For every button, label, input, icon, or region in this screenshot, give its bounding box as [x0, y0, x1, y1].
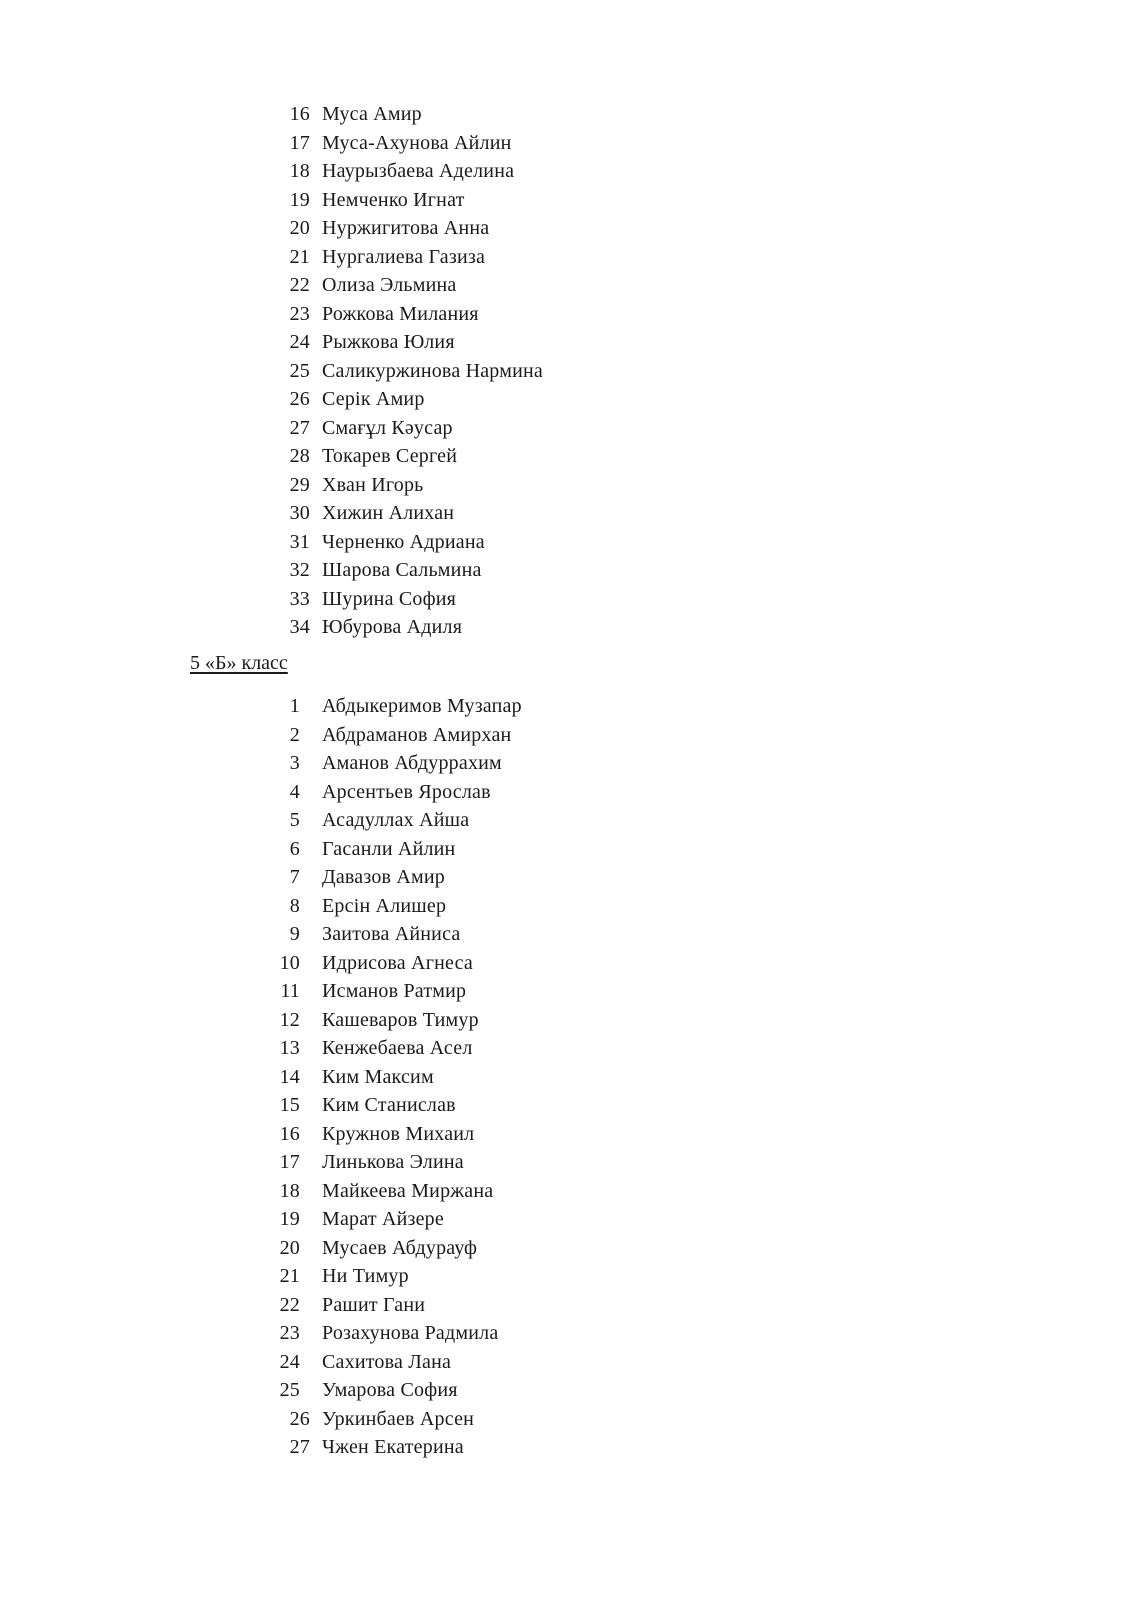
list-item	[270, 809, 522, 838]
list-item	[270, 274, 543, 303]
row-number: 16	[289, 103, 310, 125]
row-number: 23	[289, 302, 310, 325]
row-number: 5	[289, 809, 300, 831]
student-name: Нуржигитова Анна	[322, 217, 490, 239]
student-name: Рашит Гани	[322, 1293, 426, 1316]
list-item	[270, 980, 522, 1009]
list-item	[270, 781, 522, 810]
student-name: Смағұл Кәусар	[322, 416, 453, 439]
row-number: 33	[289, 587, 310, 610]
row-number: 31	[289, 530, 310, 553]
list-item	[270, 1180, 522, 1209]
student-name: Олиза Эльмина	[322, 274, 457, 296]
student-name: Рыжкова Юлия	[322, 331, 455, 353]
row-number: 8	[289, 894, 300, 917]
list-item	[270, 474, 543, 503]
list-item	[270, 895, 522, 924]
row-number: 11	[280, 980, 300, 1002]
list-item	[270, 1094, 522, 1123]
row-number: 4	[289, 780, 300, 803]
row-number: 21	[279, 1265, 300, 1287]
list-item	[270, 1408, 522, 1437]
list-item	[270, 1322, 522, 1351]
row-number: 6	[289, 837, 300, 860]
student-list-5b	[270, 695, 522, 1465]
row-number: 19	[279, 1208, 300, 1230]
list-item	[270, 866, 522, 895]
list-item	[270, 1265, 522, 1294]
student-name: Кружнов Михаил	[322, 1122, 475, 1145]
student-name: Юбурова Адиля	[322, 616, 463, 638]
row-number: 1	[289, 695, 300, 717]
list-item	[270, 331, 543, 360]
student-name: Хван Игорь	[322, 473, 424, 496]
row-number: 27	[289, 416, 310, 439]
list-item	[270, 616, 543, 645]
list-item	[270, 531, 543, 560]
row-number: 30	[289, 502, 310, 524]
student-name: Исманов Ратмир	[322, 980, 467, 1002]
row-number: 28	[289, 445, 310, 467]
row-number: 34	[289, 616, 310, 638]
student-name: Умарова София	[322, 1379, 458, 1401]
row-number: 27	[289, 1436, 310, 1458]
row-number: 29	[289, 473, 310, 496]
student-list-continued	[270, 103, 543, 645]
list-item	[270, 559, 543, 588]
list-item	[270, 1009, 522, 1038]
row-number: 20	[279, 1236, 300, 1259]
list-item	[270, 132, 543, 161]
list-item	[270, 502, 543, 531]
student-name: Мусаев Абдурауф	[322, 1236, 478, 1259]
row-number: 26	[289, 388, 310, 410]
list-item	[270, 1037, 522, 1066]
row-number: 32	[289, 559, 310, 581]
student-name: Шурина София	[322, 587, 457, 610]
student-name: Кенжебаева Асел	[322, 1037, 473, 1059]
student-name: Розахунова Радмила	[322, 1322, 499, 1344]
student-name: Асадуллах Айша	[322, 809, 470, 831]
list-item	[270, 923, 522, 952]
student-name: Абдыкеримов Музапар	[322, 695, 522, 717]
row-number: 24	[289, 331, 310, 353]
list-item	[270, 1123, 522, 1152]
list-item	[270, 160, 543, 189]
student-name: Серік Амир	[322, 388, 425, 410]
student-name: Шарова Сальмина	[322, 559, 482, 581]
row-number: 21	[289, 245, 310, 268]
list-item	[270, 388, 543, 417]
row-number: 10	[279, 951, 300, 974]
row-number: 19	[289, 188, 310, 211]
student-name: Гасанли Айлин	[322, 837, 456, 860]
row-number: 25	[279, 1379, 300, 1401]
student-name: Идрисова Агнеса	[322, 951, 473, 974]
row-number: 16	[279, 1122, 300, 1145]
student-name: Нургалиева Газиза	[322, 245, 486, 268]
row-number: 22	[289, 274, 310, 296]
list-item	[270, 1066, 522, 1095]
student-name: Муса-Ахунова Айлин	[322, 131, 512, 154]
student-name: Линькова Элина	[322, 1151, 464, 1173]
student-name: Кашеваров Тимур	[322, 1008, 479, 1031]
list-item	[270, 303, 543, 332]
row-number: 17	[279, 1151, 300, 1173]
list-item	[270, 417, 543, 446]
list-item	[270, 1379, 522, 1408]
student-name: Уркинбаев Арсен	[322, 1407, 475, 1430]
list-item	[270, 1237, 522, 1266]
student-name: Ерсін Алишер	[322, 894, 447, 917]
list-item	[270, 189, 543, 218]
list-item	[270, 952, 522, 981]
student-name: Ким Максим	[322, 1065, 434, 1088]
row-number: 15	[279, 1094, 300, 1116]
student-name: Арсентьев Ярослав	[322, 780, 491, 803]
row-number: 13	[279, 1037, 300, 1059]
row-number: 17	[289, 131, 310, 154]
student-name: Чжен Екатерина	[322, 1436, 464, 1458]
row-number: 23	[279, 1322, 300, 1344]
student-name: Заитова Айниса	[322, 923, 461, 945]
student-name: Немченко Игнат	[322, 188, 465, 211]
student-name: Ни Тимур	[322, 1265, 409, 1287]
student-name: Саликуржинова Нармина	[322, 359, 543, 382]
student-name: Майкеева Миржана	[322, 1179, 494, 1202]
row-number: 18	[279, 1179, 300, 1202]
list-item	[270, 217, 543, 246]
list-item	[270, 103, 543, 132]
student-name: Черненко Адриана	[322, 530, 485, 553]
row-number: 7	[289, 866, 300, 888]
row-number: 18	[289, 160, 310, 182]
row-number: 9	[289, 923, 300, 945]
student-name: Марат Айзере	[322, 1208, 444, 1230]
row-number: 22	[279, 1293, 300, 1316]
student-name: Наурызбаева Аделина	[322, 160, 515, 182]
list-item	[270, 724, 522, 753]
student-name: Абдраманов Амирхан	[322, 723, 512, 746]
list-item	[270, 246, 543, 275]
list-item	[270, 1351, 522, 1380]
student-name: Токарев Сергей	[322, 445, 458, 467]
student-name: Аманов Абдуррахим	[322, 752, 502, 774]
row-number: 24	[279, 1350, 300, 1373]
list-item	[270, 1208, 522, 1237]
row-number: 26	[289, 1407, 310, 1430]
row-number: 25	[289, 359, 310, 382]
student-name: Давазов Амир	[322, 866, 446, 888]
list-item	[270, 838, 522, 867]
row-number: 20	[289, 217, 310, 239]
list-item	[270, 445, 543, 474]
row-number: 3	[289, 752, 300, 774]
list-item	[270, 1436, 522, 1465]
student-name: Рожкова Милания	[322, 302, 479, 325]
row-number: 12	[279, 1008, 300, 1031]
list-item	[270, 695, 522, 724]
list-item	[270, 360, 543, 389]
student-name: Сахитова Лана	[322, 1350, 452, 1373]
row-number: 2	[289, 723, 300, 746]
student-name: Ким Станислав	[322, 1094, 456, 1116]
list-item	[270, 1294, 522, 1323]
list-item	[270, 588, 543, 617]
class-heading: 5 «Б» класс	[190, 652, 288, 674]
student-name: Хижин Алихан	[322, 502, 455, 524]
row-number: 14	[279, 1065, 300, 1088]
list-item	[270, 1151, 522, 1180]
student-name: Муса Амир	[322, 103, 422, 125]
list-item	[270, 752, 522, 781]
